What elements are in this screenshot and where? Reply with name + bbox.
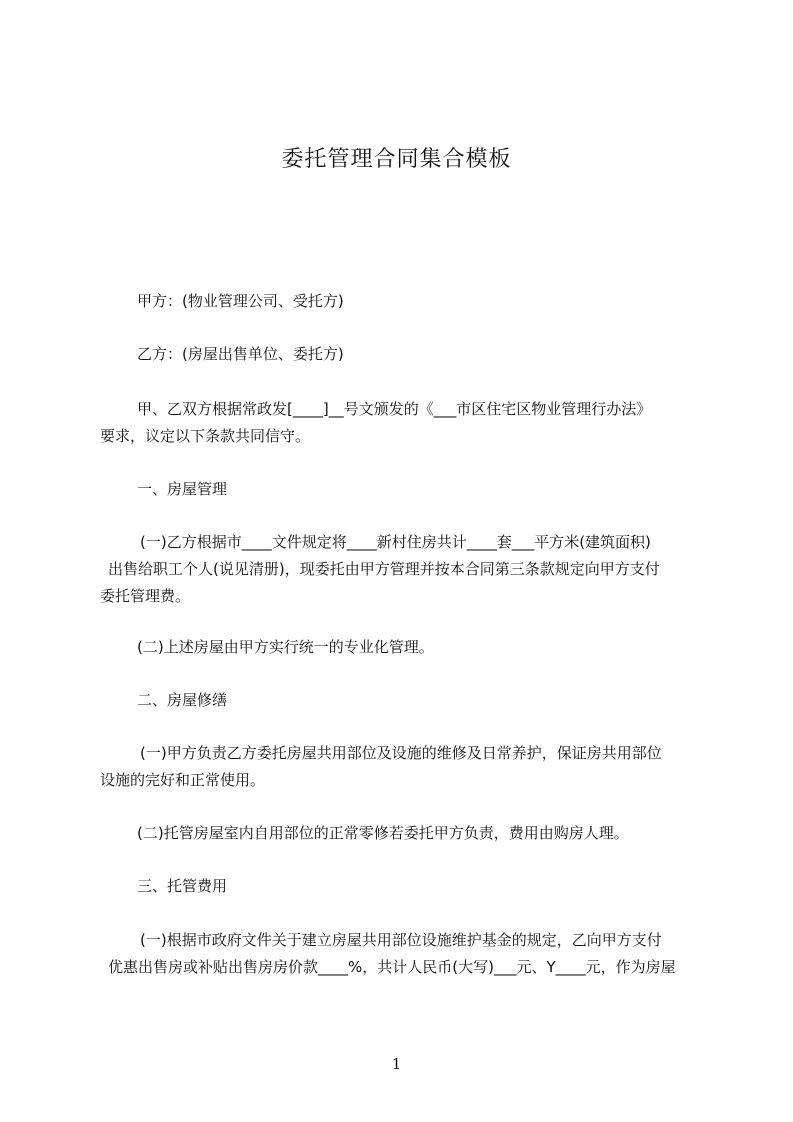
- preamble-line-2: 要求，议定以下条款共同信守。: [100, 427, 311, 445]
- preamble-paragraph: [100, 396, 700, 450]
- section-1-heading: 一、房屋管理: [137, 480, 228, 498]
- party-a-line: 甲方：(物业管理公司、受托方): [137, 292, 344, 310]
- party-b-line: 乙方：(房屋出售单位、委托方): [137, 345, 344, 363]
- section-1-item-1-line-3: 委托管理费。: [100, 587, 191, 605]
- section-3-item-1: [100, 927, 700, 981]
- section-1-item-2: (二)上述房屋由甲方实行统一的专业化管理。: [137, 638, 434, 656]
- section-2-item-1-line-1: (一)甲方负责乙方委托房屋共用部位及设施的维修及日常养护，保证房共用部位: [140, 744, 662, 762]
- document-title: 委托管理合同集合模板: [281, 147, 512, 172]
- page-number: 1: [391, 1055, 402, 1073]
- section-1-item-1: [100, 529, 700, 610]
- section-3-heading: 三、托管费用: [137, 877, 228, 895]
- section-2-item-1: [100, 740, 700, 794]
- preamble-line-1: 甲、乙双方根据常政发[____]__号文颁发的《___市区住宅区物业管理行办法》: [137, 400, 652, 418]
- section-1-item-1-line-1: (一)乙方根据市____文件规定将____新村住房共计____套___平方米(建筑面积): [140, 533, 651, 551]
- section-3-item-1-line-2: 优惠出售房或补贴出售房房价款____%，共计人民币(大写)___元、Y____元，作为房屋: [108, 958, 676, 976]
- section-2-item-2: (二)托管房屋室内自用部位的正常零修若委托甲方负责，费用由购房人理。: [137, 824, 629, 842]
- section-2-item-1-line-2: 设施的完好和正常使用。: [100, 771, 266, 789]
- section-1-item-1-line-2: 出售给职工个人(说见清册)，现委托由甲方管理并按本合同第三条款规定向甲方支付: [108, 560, 660, 578]
- section-2-heading: 二、房屋修缮: [137, 691, 228, 709]
- section-3-item-1-line-1: (一)根据市政府文件关于建立房屋共用部位设施维护基金的规定，乙向甲方支付: [140, 931, 662, 949]
